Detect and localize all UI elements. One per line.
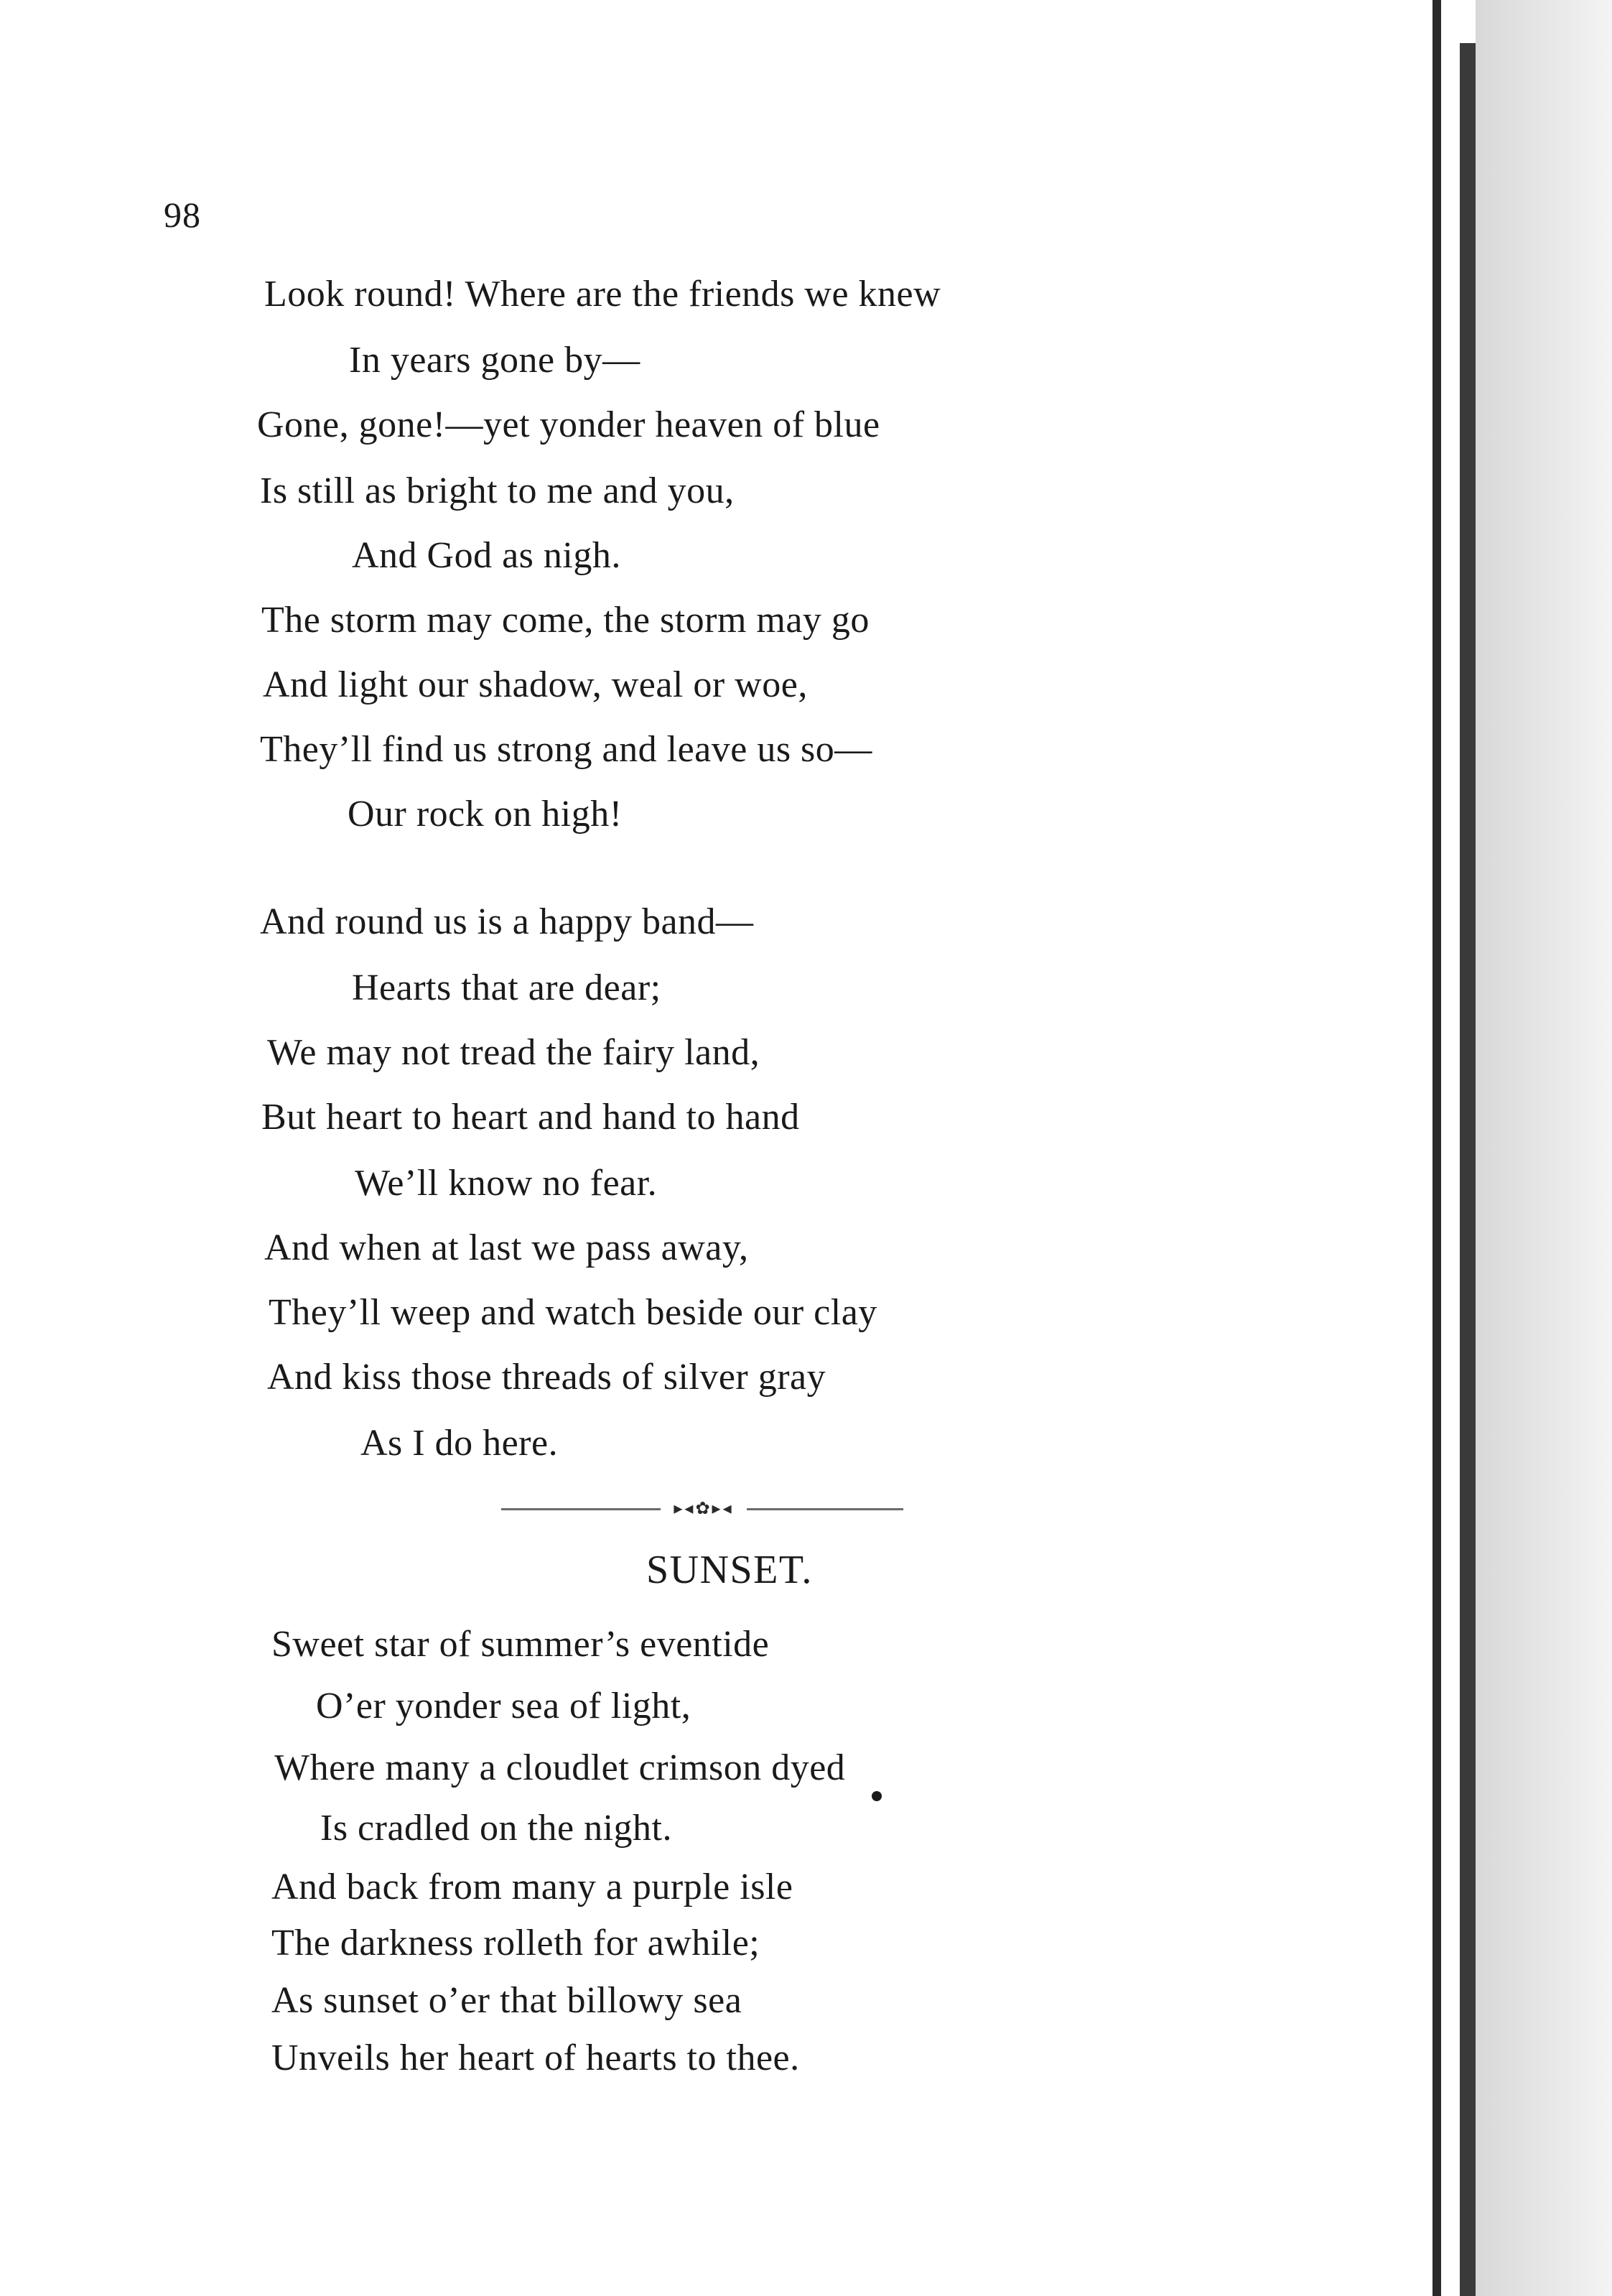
poem-line: Is still as bright to me and you, — [260, 470, 735, 511]
poem-line: As I do here. — [360, 1423, 559, 1464]
ink-speck — [872, 1791, 882, 1801]
poem-line: Unveils her heart of hearts to thee. — [271, 2037, 800, 2078]
poem-line: As sunset o’er that billowy sea — [271, 1980, 742, 2021]
poem-line: Hearts that are dear; — [352, 967, 661, 1008]
binding-shadow — [1476, 0, 1612, 2296]
poem-line: Gone, gone!—yet yonder heaven of blue — [257, 404, 880, 445]
poem-line: Is cradled on the night. — [320, 1808, 672, 1849]
poem-line: In years gone by— — [349, 340, 640, 381]
poem-line: We may not tread the fairy land, — [267, 1032, 760, 1073]
ornament-glyph: ▸◂✿▸◂ — [674, 1498, 734, 1518]
poem-line: But heart to heart and hand to hand — [261, 1097, 800, 1138]
poem-line: We’ll know no fear. — [355, 1163, 658, 1204]
poem-line: And round us is a happy band— — [260, 901, 754, 942]
poem-line: Where many a cloudlet crimson dyed — [274, 1747, 846, 1788]
poem-line: And back from many a purple isle — [271, 1867, 793, 1907]
binding-line-thick — [1460, 43, 1476, 2296]
page-number: 98 — [164, 195, 201, 235]
poem-line: The darkness rolleth for awhile; — [271, 1923, 760, 1963]
poem-line: And God as nigh. — [352, 535, 621, 576]
poem-line: The storm may come, the storm may go — [261, 600, 870, 641]
poem-line: And when at last we pass away, — [264, 1227, 749, 1268]
poem-line: O’er yonder sea of light, — [316, 1686, 691, 1726]
poem-line: Look round! Where are the friends we knew — [264, 274, 941, 315]
poem-line: And light our shadow, weal or woe, — [263, 664, 808, 705]
poem-line: They’ll find us strong and leave us so— — [260, 729, 872, 770]
page-binding-edge — [1432, 0, 1612, 2296]
poem-line: They’ll weep and watch beside our clay — [269, 1292, 877, 1333]
poem-line: Our rock on high! — [348, 794, 623, 835]
poem-line: Sweet star of summer’s eventide — [271, 1624, 770, 1665]
poem-line: And kiss those threads of silver gray — [267, 1357, 826, 1398]
binding-line — [1432, 0, 1441, 2296]
divider-ornament — [661, 1495, 747, 1524]
poem-title: SUNSET. — [646, 1548, 813, 1592]
